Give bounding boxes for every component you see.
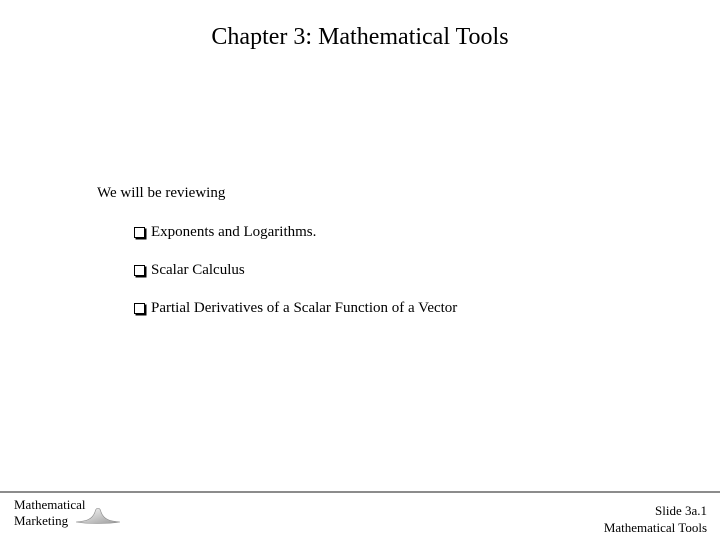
bullet-label: Scalar Calculus [151, 262, 245, 278]
footer-divider [0, 491, 720, 493]
bullet-item [134, 300, 457, 317]
footer-slide-info [604, 502, 707, 536]
checkbox-icon [134, 227, 145, 238]
brand-line-2: Marketing [14, 513, 69, 528]
bell-curve-icon [76, 506, 120, 528]
footer-brand [14, 497, 85, 529]
bullet-item [134, 224, 316, 241]
intro-text: We will be reviewing [97, 185, 226, 201]
section-name: Mathematical Tools [603, 520, 707, 535]
checkbox-icon [134, 303, 145, 314]
slide-number: Slide 3a.1 [655, 503, 707, 518]
bullet-label: Partial Derivatives of a Scalar Function of a Vector [151, 300, 458, 316]
brand-line-1: Mathematical [14, 497, 86, 512]
slide-title: Chapter 3: Mathematical Tools [211, 24, 509, 50]
bullet-label: Exponents and Logarithms. [151, 224, 317, 240]
bullet-item [134, 262, 245, 279]
checkbox-icon [134, 265, 145, 276]
